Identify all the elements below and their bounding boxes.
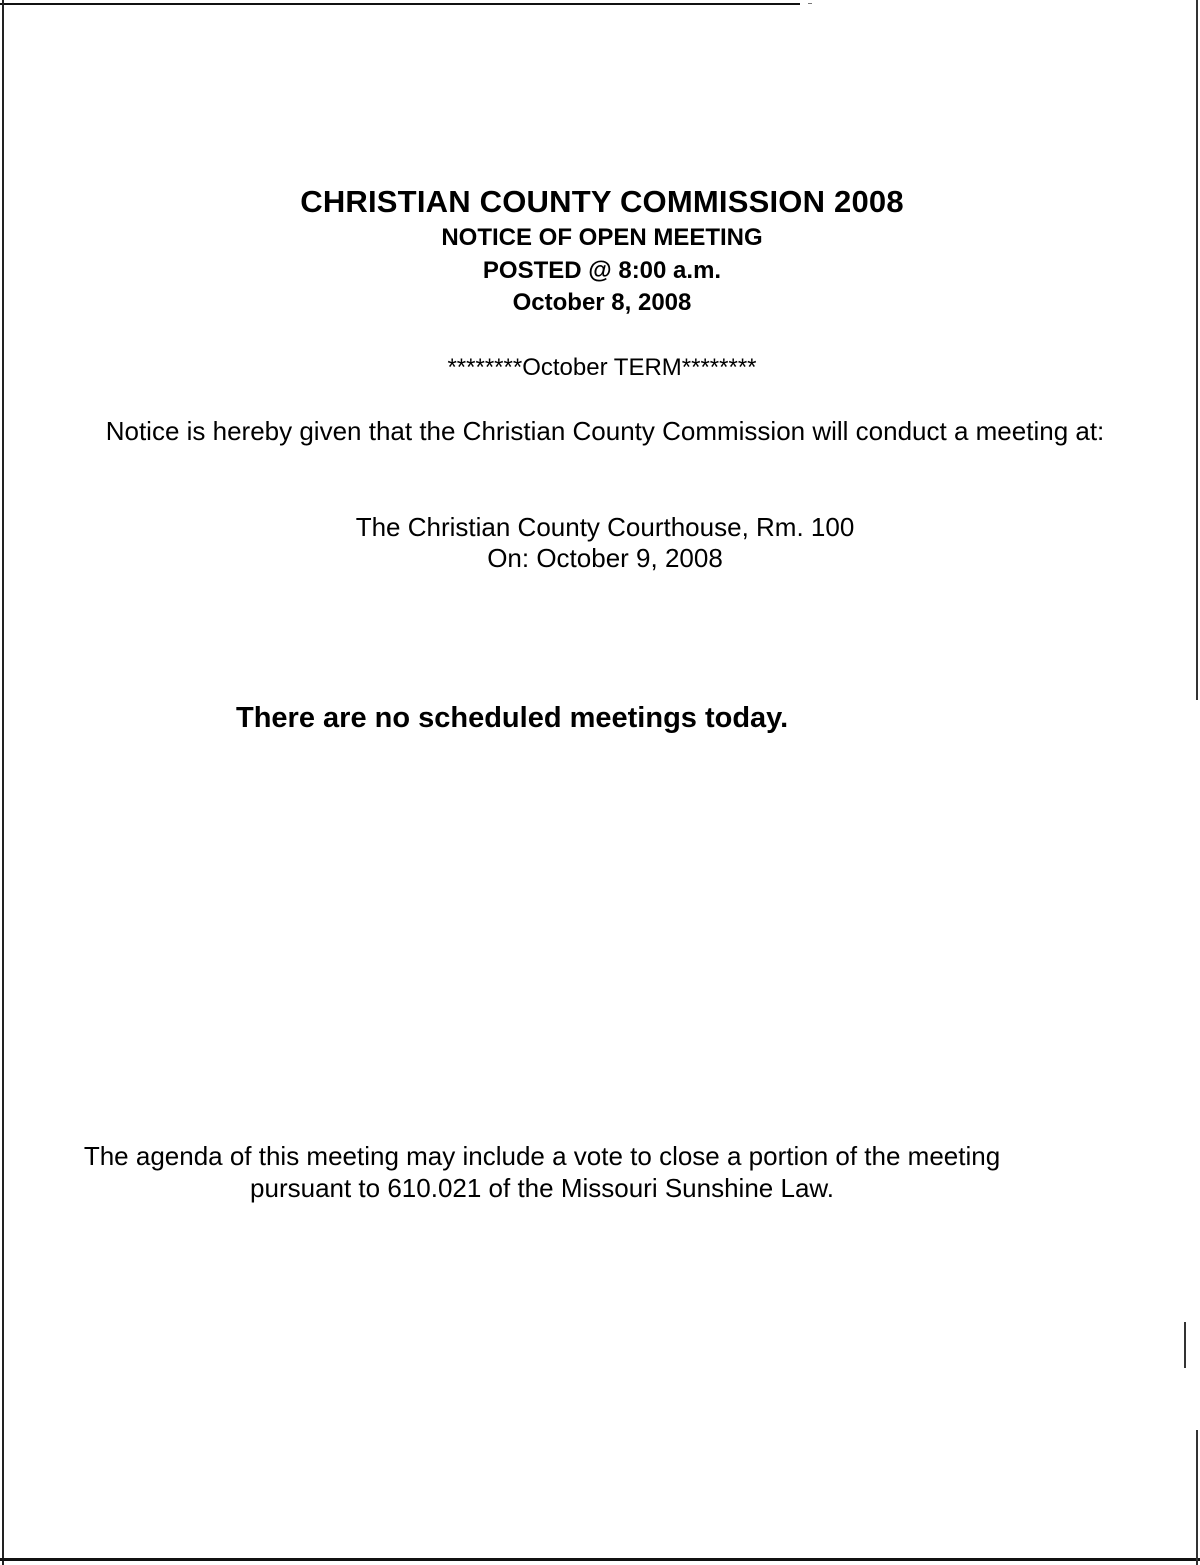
term-line: ********October TERM******** xyxy=(447,354,757,381)
location-place: The Christian County Courthouse, Rm. 100 xyxy=(355,512,855,542)
notice-paragraph: Notice is hereby given that the Christian County Commission will conduct a meeting at: xyxy=(105,416,1105,446)
scan-tick-mark xyxy=(1184,1322,1186,1368)
posted-date-heading: October 8, 2008 xyxy=(512,289,692,316)
scan-edge-right-upper xyxy=(1196,0,1198,700)
notice-type-heading: NOTICE OF OPEN MEETING xyxy=(441,224,763,251)
location-date: On: October 9, 2008 xyxy=(487,543,723,573)
scan-edge-right-lower xyxy=(1196,1430,1198,1565)
no-meetings-message: There are no scheduled meetings today. xyxy=(236,702,789,734)
scan-edge-top-fragment xyxy=(808,3,812,4)
scan-edge-bottom xyxy=(0,1558,1200,1561)
posted-time-heading: POSTED @ 8:00 a.m. xyxy=(482,257,722,284)
sunshine-law-notice: The agenda of this meeting may include a vote to close a portion of the meeting pursuant to 610.021 of the Missouri Sunshine Law. xyxy=(83,1141,1001,1203)
document-title: CHRISTIAN COUNTY COMMISSION 2008 xyxy=(300,184,904,219)
meeting-location xyxy=(0,512,1200,574)
scan-edge-top xyxy=(0,3,800,5)
